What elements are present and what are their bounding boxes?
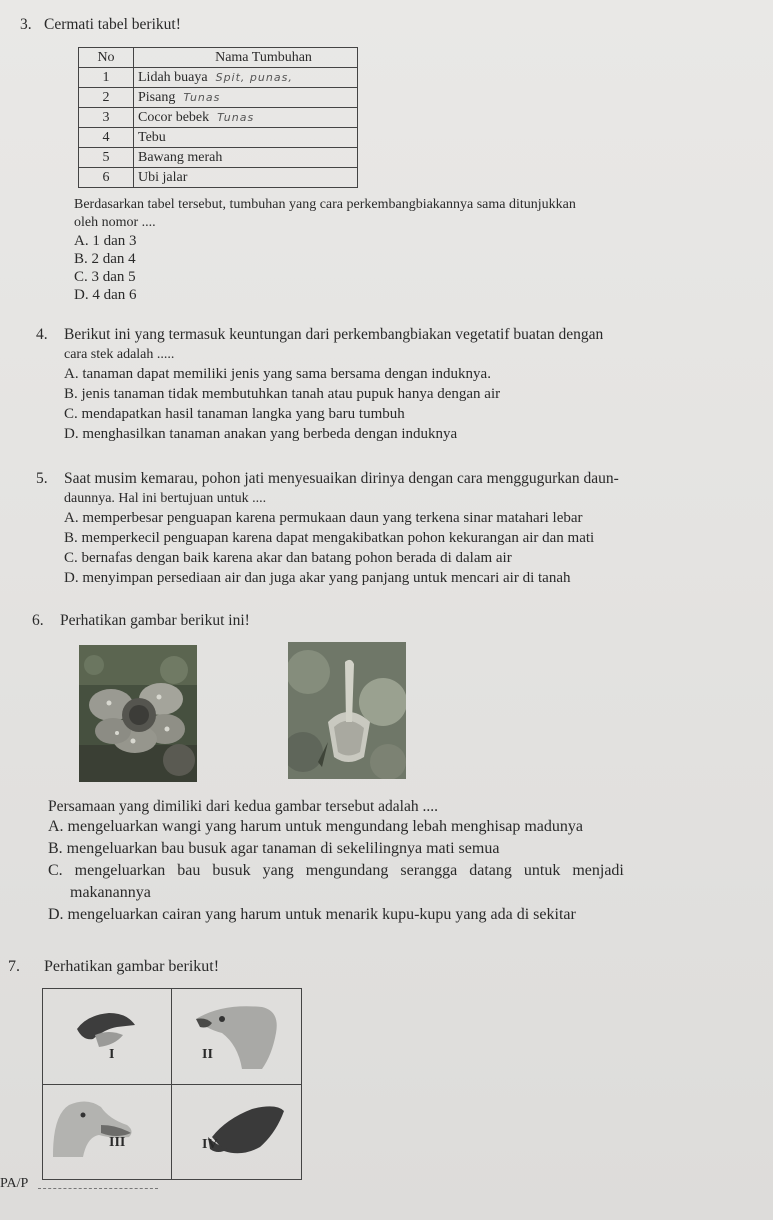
table-row <box>79 108 358 128</box>
row-no: 3 <box>79 108 134 128</box>
cell-iii <box>43 1085 172 1179</box>
handwritten-note: Tunas <box>217 110 255 124</box>
q5-option-c[interactable]: C. bernafas dengan baik karena akar dan batang pohon berada di dalam air <box>64 550 512 566</box>
table-row <box>79 148 358 168</box>
row-name <box>134 128 358 148</box>
rafflesia-image <box>79 645 197 782</box>
footer-line <box>38 1188 158 1189</box>
q5-option-a[interactable]: A. memperbesar penguapan karena permukaan daun yang terkena sinar matahari lebar <box>64 510 583 526</box>
plant-name: Tebu <box>138 129 166 145</box>
q6-option-b[interactable]: B. mengeluarkan bau busuk agar tanaman di sekelilingnya mati semua <box>48 840 500 857</box>
bird-head-iii-icon <box>43 1085 171 1179</box>
table-row <box>79 88 358 108</box>
row-no: 1 <box>79 68 134 88</box>
plant-name: Cocor bebek <box>138 109 210 125</box>
q4-number: 4. <box>36 326 48 343</box>
q5-option-d[interactable]: D. menyimpan persediaan air dan juga akar yang panjang untuk mencari air di tanah <box>64 570 571 586</box>
rafflesia-photo <box>79 645 197 782</box>
header-name: Nama Tumbuhan <box>134 48 358 68</box>
bird-head-i-icon <box>43 989 171 1084</box>
row-name <box>134 108 358 128</box>
q4-option-c[interactable]: C. mendapatkan hasil tanaman langka yang baru tumbuh <box>64 406 405 422</box>
row-no: 2 <box>79 88 134 108</box>
q7-number: 7. <box>8 958 20 975</box>
q6-option-c[interactable]: C. mengeluarkan bau busuk yang mengundang serangga datang untuk menjadi <box>48 862 624 879</box>
q3-option-c[interactable]: C. 3 dan 5 <box>74 269 136 285</box>
bird-head-iv-icon <box>172 1085 301 1179</box>
row-name <box>134 168 358 188</box>
q3-number: 3. <box>20 16 32 33</box>
table-row <box>79 68 358 88</box>
q5-option-b[interactable]: B. memperkecil penguapan karena dapat mengakibatkan pohon kekurangan air dan mati <box>64 530 595 546</box>
row-name <box>134 148 358 168</box>
q4-option-d[interactable]: D. menghasilkan tanaman anakan yang berbeda dengan induknya <box>64 426 458 442</box>
amorphophallus-photo <box>288 642 406 779</box>
q6-option-d[interactable]: D. mengeluarkan cairan yang harum untuk menarik kupu-kupu yang ada di sekitar <box>48 906 576 923</box>
q4-question-line2: cara stek adalah ..... <box>64 347 175 362</box>
table-header-row <box>79 48 358 68</box>
plant-name: Bawang merah <box>138 149 223 165</box>
cell-iv <box>172 1085 301 1179</box>
q3-option-d[interactable]: D. 4 dan 6 <box>74 287 137 303</box>
q6-question: Persamaan yang dimiliki dari kedua gambar tersebut adalah .... <box>48 798 438 815</box>
header-no: No <box>79 48 134 68</box>
row-no: 4 <box>79 128 134 148</box>
q3-question-line1: Berdasarkan tabel tersebut, tumbuhan yang cara perkembangbiakannya sama ditunjukkan <box>74 197 576 212</box>
cell-i <box>43 989 172 1085</box>
q6-option-c-cont: makanannya <box>70 884 151 901</box>
plant-name: Lidah buaya <box>138 69 208 85</box>
plant-table <box>78 47 358 188</box>
row-no: 5 <box>79 148 134 168</box>
handwritten-note: Tunas <box>183 90 221 104</box>
q3-option-b[interactable]: B. 2 dan 4 <box>74 251 136 267</box>
plant-name: Pisang <box>138 89 176 105</box>
bird-head-ii-icon <box>172 989 301 1084</box>
plant-name: Ubi jalar <box>138 169 188 185</box>
q3-question-line2: oleh nomor .... <box>74 215 156 230</box>
q3-option-a[interactable]: A. 1 dan 3 <box>74 233 137 249</box>
page-footer: PA/P <box>0 1176 29 1191</box>
q6-number: 6. <box>32 612 44 629</box>
row-no: 6 <box>79 168 134 188</box>
label-ii: II <box>202 1047 213 1062</box>
row-name <box>134 88 358 108</box>
table-row <box>79 168 358 188</box>
q5-question-line2: daunnya. Hal ini bertujuan untuk .... <box>64 491 267 506</box>
table-row <box>79 128 358 148</box>
row-name <box>134 68 358 88</box>
label-i: I <box>109 1047 115 1062</box>
q6-option-a[interactable]: A. mengeluarkan wangi yang harum untuk mengundang lebah menghisap madunya <box>48 818 583 835</box>
handwritten-note: Spit, punas, <box>215 70 293 84</box>
q5-number: 5. <box>36 470 48 487</box>
q6-intro: Perhatikan gambar berikut ini! <box>60 612 250 629</box>
bird-beak-grid <box>42 988 302 1180</box>
q4-option-a[interactable]: A. tanaman dapat memiliki jenis yang sama bersama dengan induknya. <box>64 366 491 382</box>
cell-ii <box>172 989 301 1085</box>
label-iii: III <box>109 1135 126 1150</box>
q7-intro: Perhatikan gambar berikut! <box>44 958 220 975</box>
amorphophallus-image <box>288 642 406 779</box>
q3-intro: Cermati tabel berikut! <box>44 16 181 33</box>
q4-option-b[interactable]: B. jenis tanaman tidak membutuhkan tanah atau pupuk hanya dengan air <box>64 386 501 402</box>
label-iv: IV <box>202 1137 218 1152</box>
q4-question-line1: Berikut ini yang termasuk keuntungan dari perkembangbiakan vegetatif buatan dengan <box>64 326 604 343</box>
q5-question-line1: Saat musim kemarau, pohon jati menyesuaikan dirinya dengan cara menggugurkan daun- <box>64 470 619 487</box>
